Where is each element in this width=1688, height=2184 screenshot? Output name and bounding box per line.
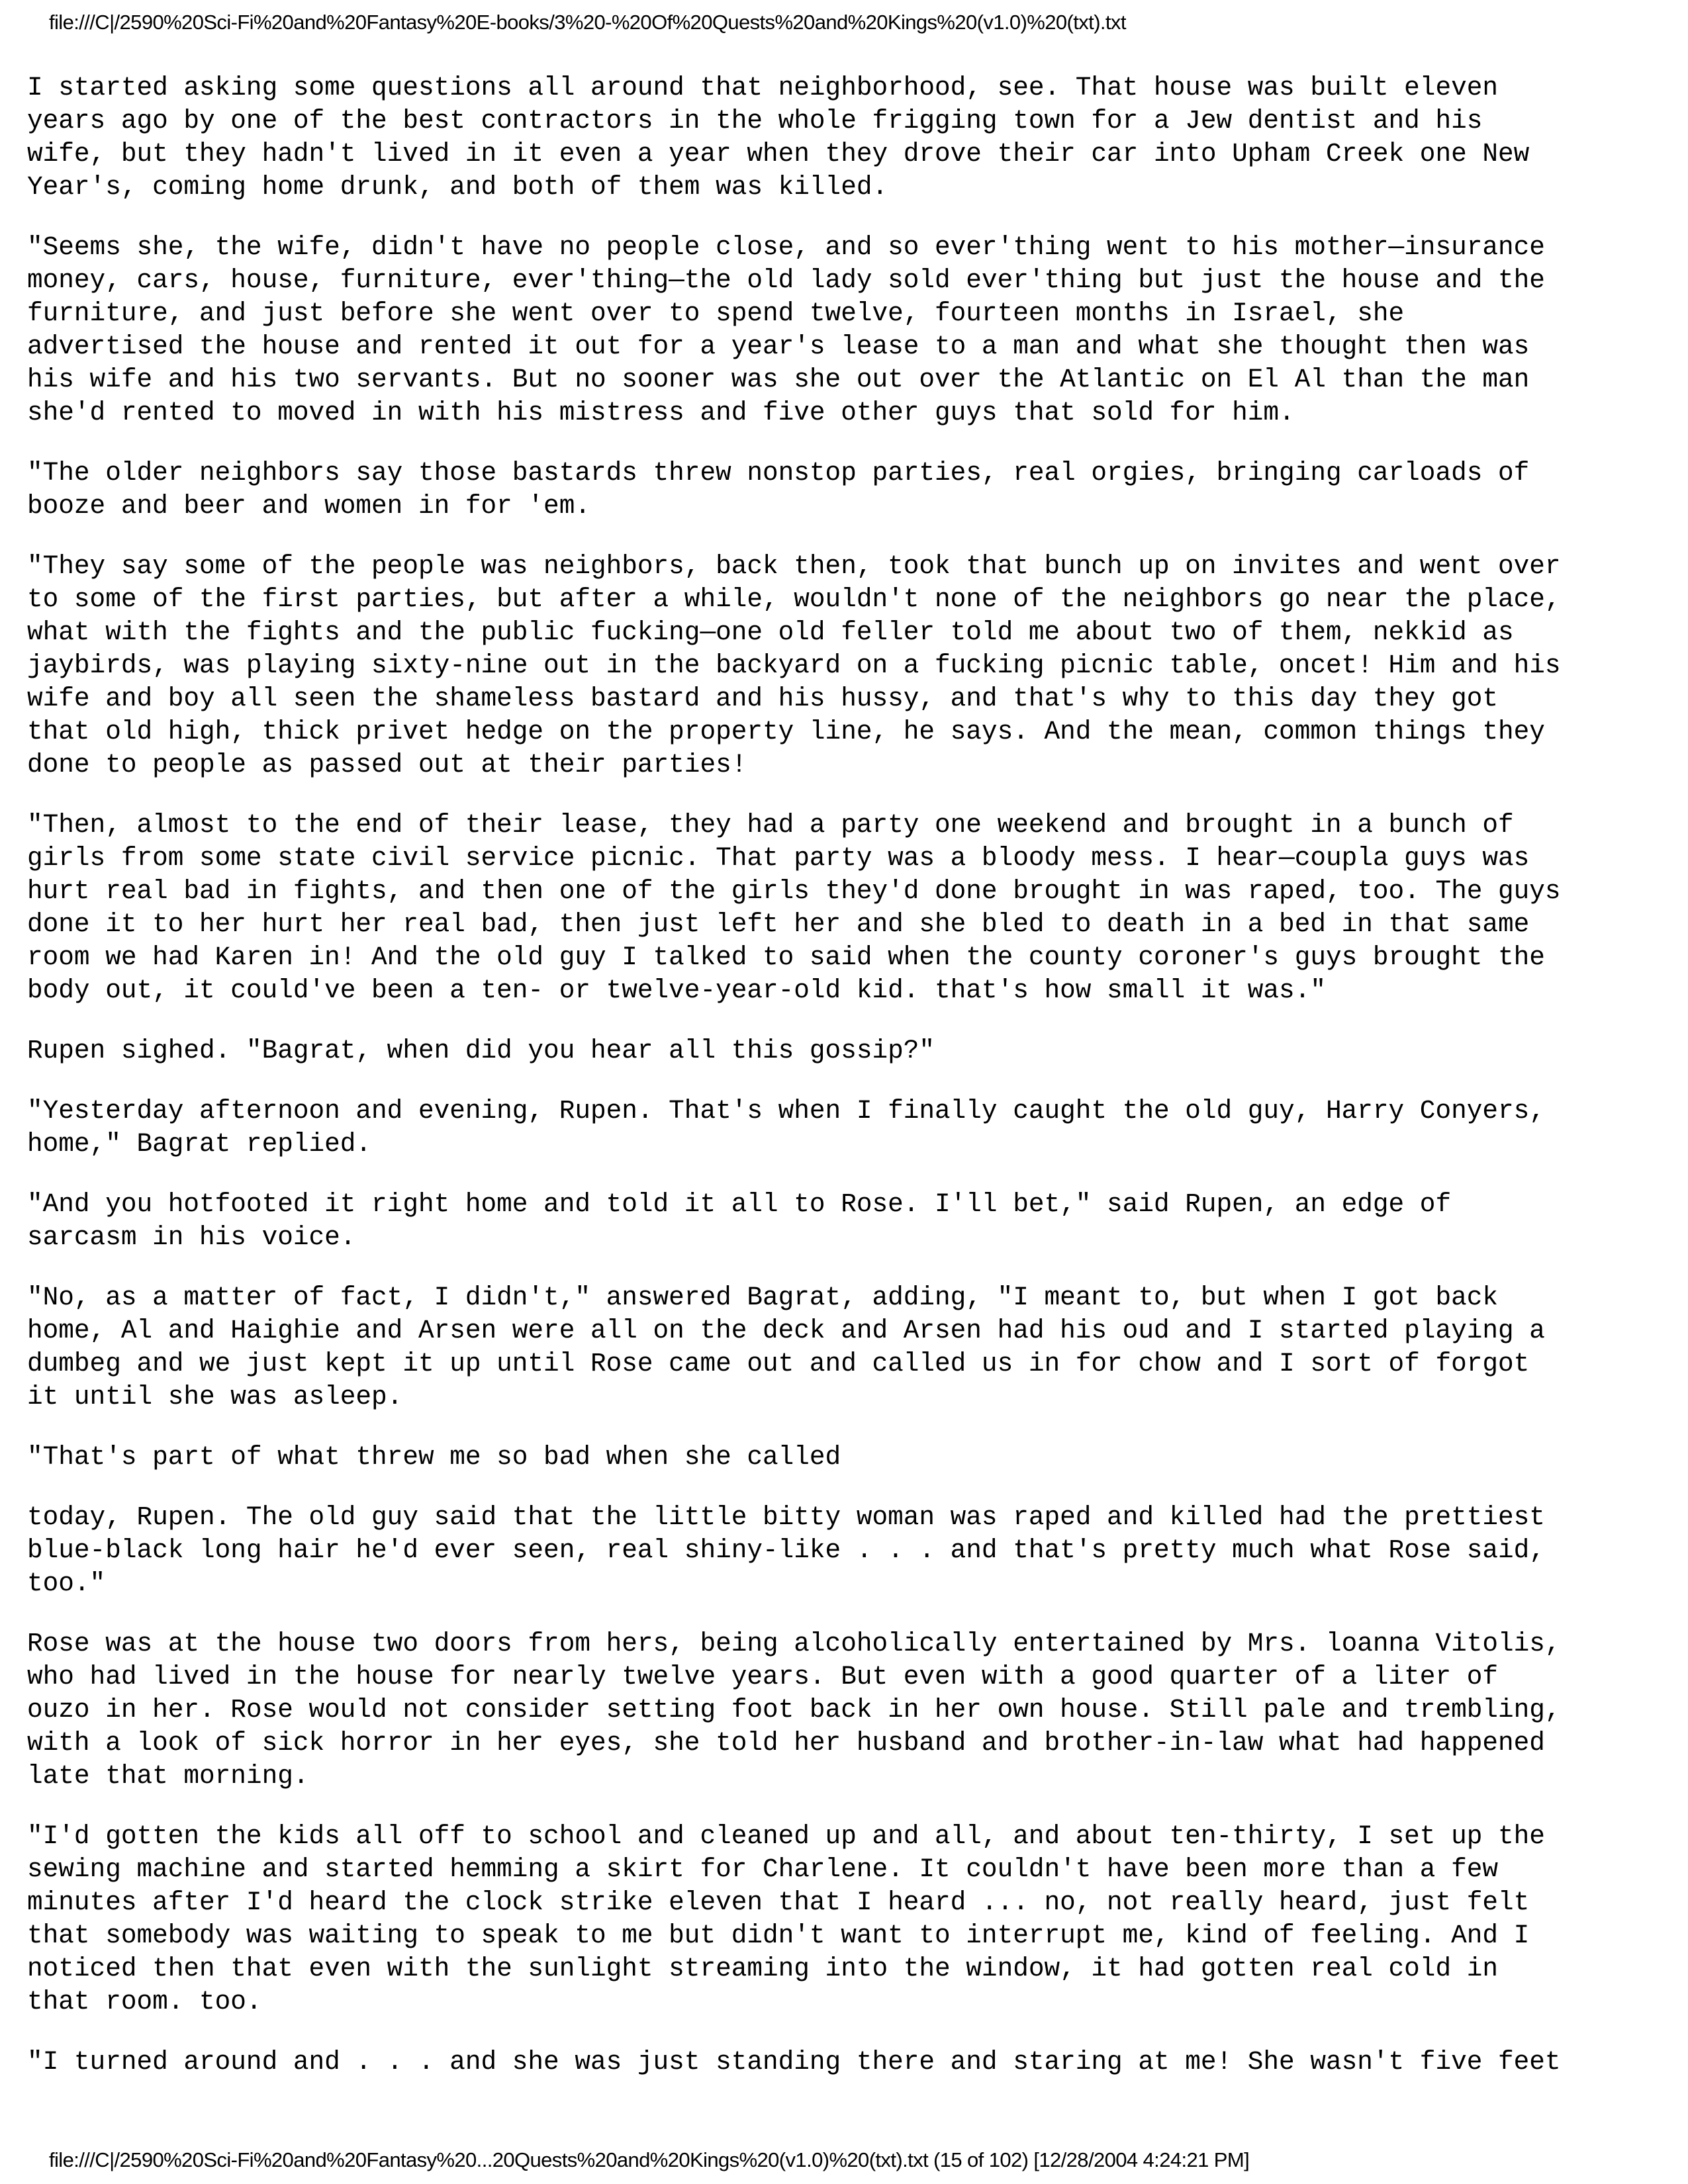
paragraph-7: "Yesterday afternoon and evening, Rupen. That's when I finally caught the old guy, Harry Conyers, home," Bagrat replied. <box>27 1096 1545 1159</box>
footer-file-path: file:///C|/2590%20Sci-Fi%20and%20Fantasy%20...20Quests%20and%20Kings%20(v1.0)%20(txt).txt (15 of 102) [12/28/2004 4:24:21 PM] <box>49 2148 1250 2171</box>
paragraph-2: "Seems she, the wife, didn't have no people close, and so ever'thing went to his mother—insurance money, cars, house, furniture, ever'thing—the old lady sold ever'thing but just the house and the furniture, and just before she went over to spend twelve, fourteen months in Israel, she advertised the house and rented it out for a year's lease to a man and what she thought then was his wife and his two servants. But no sooner was she out over the Atlantic on El Al than the man she'd rented to moved in with his mistress and five other guys that sold for him. <box>27 232 1545 428</box>
paragraph-3: "The older neighbors say those bastards threw nonstop parties, real orgies, bringing carloads of booze and beer and women in for 'em. <box>27 458 1530 521</box>
paragraph-11: today, Rupen. The old guy said that the little bitty woman was raped and killed had the prettiest blue-black long hair he'd ever seen, real shiny-like . . . and that's pretty much what Rose said, too." <box>27 1502 1545 1598</box>
paragraph-8: "And you hotfooted it right home and told it all to Rose. I'll bet," said Rupen, an edge of sarcasm in his voice. <box>27 1189 1452 1252</box>
paragraph-6: Rupen sighed. "Bagrat, when did you hear all this gossip?" <box>27 1036 935 1066</box>
paragraph-13: "I'd gotten the kids all off to school and cleaned up and all, and about ten-thirty, I set up the sewing machine and started hemming a skirt for Charlene. It couldn't have been more than a few minutes after I'd heard the clock strike eleven that I heard ... no, not really heard, just felt that somebody was waiting to speak to me but didn't want to interrupt me, kind of feeling. And I noticed then that even with the sunlight streaming into the window, it had gotten real cold in that room. too. <box>27 1821 1545 2017</box>
paragraph-4: "They say some of the people was neighbors, back then, took that bunch up on invites and went over to some of the first parties, but after a while, wouldn't none of the neighbors go near the place, what with the fights and the public fucking—one old feller told me about two of them, nekkid as jaybirds, was playing sixty-nine out in the backyard on a fucking picnic table, oncet! Him and his wife and boy all seen the shameless bastard and his hussy, and that's why to this day they got that old high, thick privet hedge on the property line, he says. And the mean, common things they done to people as passed out at their parties! <box>27 551 1561 780</box>
paragraph-1: I started asking some questions all around that neighborhood, see. That house was built eleven years ago by one of the best contractors in the whole frigging town for a Jew dentist and his wife, but they hadn't lived in it even a year when they drove their car into Upham Creek one New Year's, coming home drunk, and both of them was killed. <box>27 73 1530 202</box>
header-file-path: file:///C|/2590%20Sci-Fi%20and%20Fantasy%20E-books/3%20-%20Of%20Quests%20and%20Kings%20(v1.0)%20(txt).txt <box>49 11 1126 34</box>
paragraph-12: Rose was at the house two doors from hers, being alcoholically entertained by Mrs. loanna Vitolis, who had lived in the house for nearly twelve years. But even with a good quarter of a liter of ouzo in her. Rose would not consider setting foot back in her own house. Still pale and trembling, with a look of sick horror in her eyes, she told her husband and brother-in-law what had happened late that morning. <box>27 1629 1561 1791</box>
paragraph-14: "I turned around and . . . and she was just standing there and staring at me! She wasn't five feet <box>27 2047 1561 2077</box>
paragraph-5: "Then, almost to the end of their lease, they had a party one weekend and brought in a bunch of girls from some state civil service picnic. That party was a bloody mess. I hear—coupla guys was hurt real bad in fights, and then one of the girls they'd done brought in was raped, too. The guys done it to her hurt her real bad, then just left her and she bled to death in a bed in that same room we had Karen in! And the old guy I talked to said when the county coroner's guys brought the body out, it could've been a ten- or twelve-year-old kid. that's how small it was." <box>27 810 1561 1005</box>
document-body <box>27 71 1662 2106</box>
paragraph-9: "No, as a matter of fact, I didn't," answered Bagrat, adding, "I meant to, but when I got back home, Al and Haighie and Arsen were all on the deck and Arsen had his oud and I started playing a dumbeg and we just kept it up until Rose came out and called us in for chow and I sort of forgot it until she was asleep. <box>27 1283 1545 1412</box>
paragraph-10: "That's part of what threw me so bad when she called <box>27 1442 841 1472</box>
